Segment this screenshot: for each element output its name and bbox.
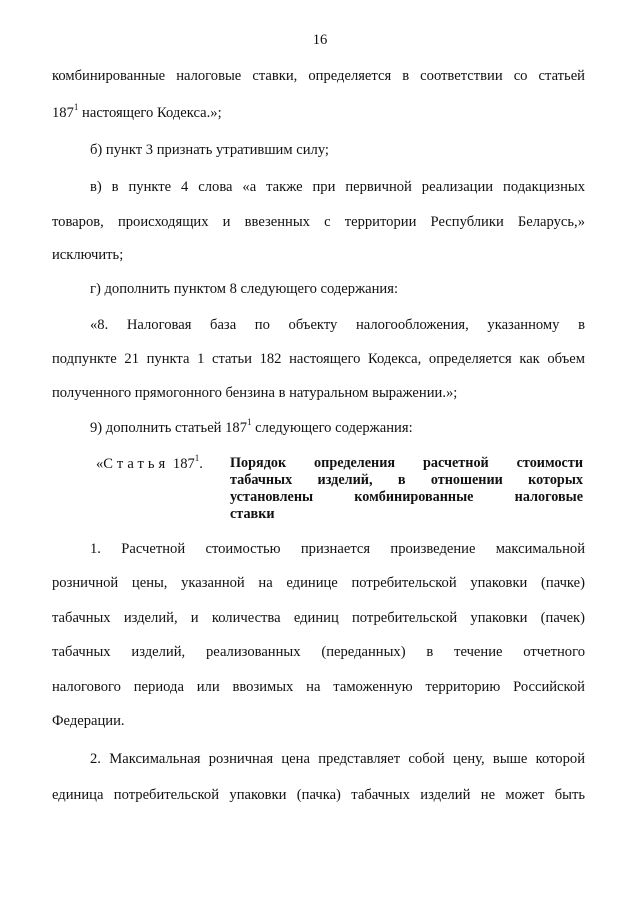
superscript: 1 <box>194 453 200 464</box>
article-title <box>230 455 583 523</box>
paragraph-line: 1. Расчетной стоимостью признается произведение максимальной <box>90 541 585 557</box>
paragraph-line <box>52 104 585 122</box>
paragraph-line: подпункте 21 пункта 1 статьи 182 настоящего Кодекса, определяется как объем <box>52 351 585 367</box>
paragraph-line: «8. Налоговая база по объекту налогообложения, указанному в <box>90 317 585 333</box>
article-title-line: ставки <box>230 506 275 522</box>
paragraph-line: полученного прямогонного бензина в натуральном выражении.»; <box>52 385 458 401</box>
paragraph-line: товаров, происходящих и ввезенных с территории Республики Беларусь,» <box>52 214 585 230</box>
paragraph-line: б) пункт 3 признать утратившим силу; <box>90 142 329 158</box>
article-label <box>96 455 203 473</box>
paragraph-line: Федерации. <box>52 713 125 729</box>
article-title-line: табачных изделий, в отношении которых <box>230 472 583 488</box>
paragraph-line: единица потребительской упаковки (пачка) табачных изделий не может быть <box>52 787 585 803</box>
paragraph-line: г) дополнить пунктом 8 следующего содержания: <box>90 281 399 297</box>
paragraph-line: 2. Максимальная розничная цена представляет собой цену, выше которой <box>90 751 585 767</box>
paragraph-line: исключить; <box>52 247 124 263</box>
text-run: следующего содержания: <box>251 420 413 436</box>
paragraph-line: табачных изделий, реализованных (переданных) в течение отчетного <box>52 644 585 660</box>
paragraph-line: в) в пункте 4 слова «а также при первичной реализации подакцизных <box>90 179 585 195</box>
text-run: 9) дополнить статьей 187 <box>90 420 248 436</box>
article-dot: . <box>199 456 203 472</box>
paragraph-line: розничной цены, указанной на единице потребительской упаковки (пачке) <box>52 575 585 591</box>
paragraph-line: комбинированные налоговые ставки, определяется в соответствии со статьей <box>52 68 585 84</box>
paragraph-line: табачных изделий, и количества единиц потребительской упаковки (пачек) <box>52 610 585 626</box>
paragraph-line: налогового периода или ввозимых на таможенную территорию Российской <box>52 679 585 695</box>
open-quote: « <box>96 456 104 472</box>
article-title-line: Порядок определения расчетной стоимости <box>230 455 583 471</box>
page-number: 16 <box>312 32 328 48</box>
superscript: 1 <box>73 102 79 113</box>
paragraph-line <box>90 419 585 437</box>
article-number: 187 <box>169 456 195 472</box>
article-word: Статья <box>103 456 170 472</box>
text-run: настоящего Кодекса.»; <box>78 105 222 121</box>
article-title-line: установлены комбинированные налоговые <box>230 489 583 505</box>
superscript: 1 <box>247 417 252 428</box>
article-ref: 187 <box>52 105 74 121</box>
